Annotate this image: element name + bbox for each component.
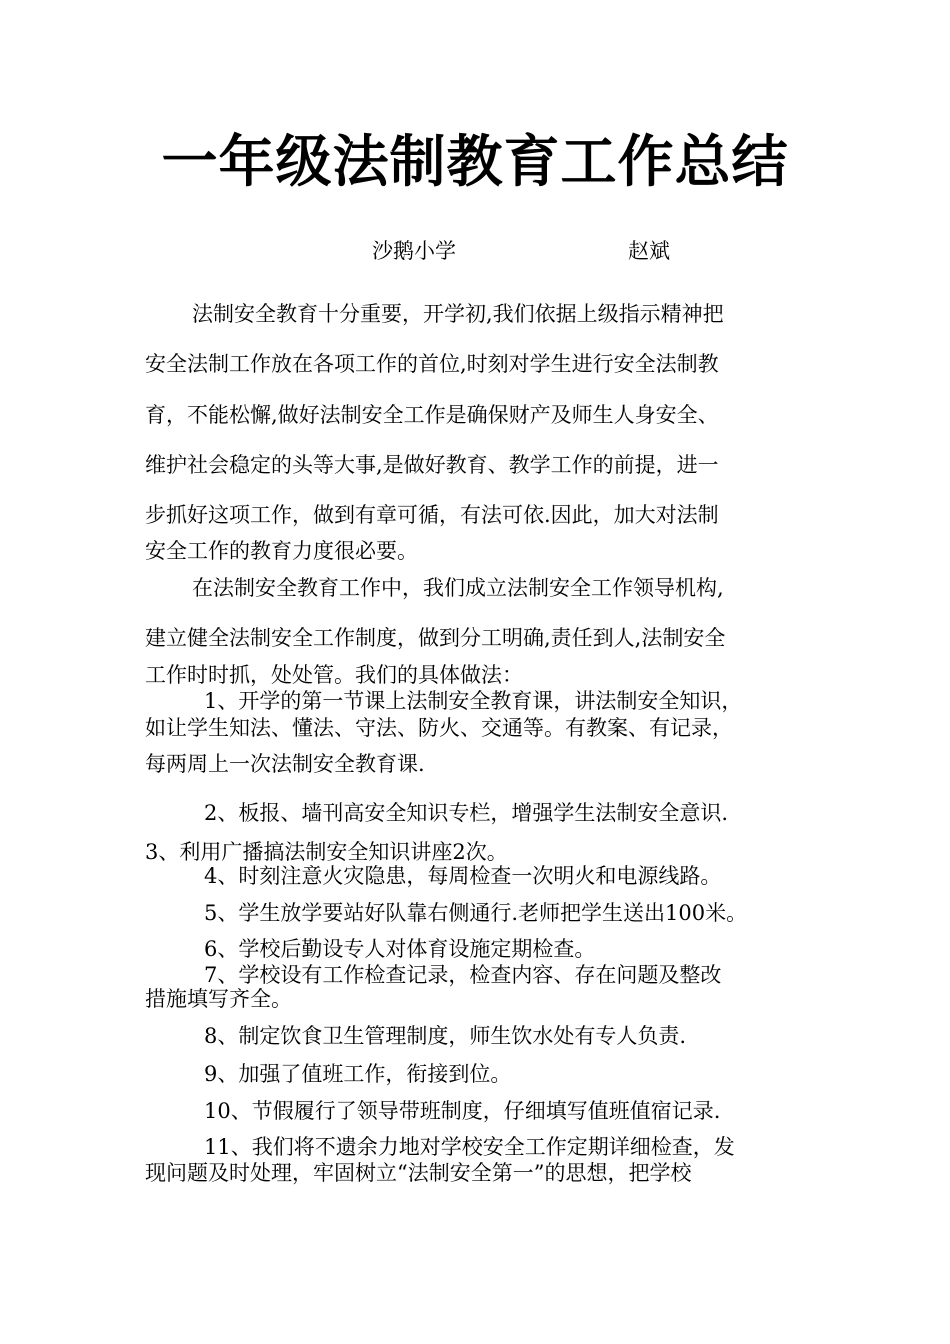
list-item-line: 1、开学的第一节课上法制安全教育课，讲法制安全知识， bbox=[204, 689, 743, 713]
paragraph-line: 在法制安全教育工作中，我们成立法制安全工作领导机构, bbox=[192, 576, 724, 600]
byline-school: 沙鹅小学 bbox=[372, 239, 456, 263]
list-item-line: 5、学生放学要站好队靠右侧通行.老师把学生送出100米。 bbox=[204, 901, 748, 925]
list-item-line: 如让学生知法、懂法、守法、防火、交通等。有教案、有记录， bbox=[145, 716, 733, 740]
list-item-line: 10、节假履行了领导带班制度，仔细填写值班值宿记录. bbox=[204, 1099, 721, 1123]
paragraph-line: 工作时时抓，处处管。我们的具体做法： bbox=[145, 663, 523, 687]
list-item-line: 2、板报、墙刊高安全知识专栏，增强学生法制安全意识. bbox=[204, 801, 729, 825]
document-title: 一年级法制教育工作总结 bbox=[161, 130, 789, 195]
list-item-line: 措施填写齐全。 bbox=[145, 987, 292, 1011]
list-item-line: 6、学校后勤设专人对体育设施定期检查。 bbox=[204, 937, 596, 961]
list-item-line: 3、利用广播搞法制安全知识讲座2次。 bbox=[145, 840, 508, 864]
paragraph-line: 建立健全法制安全工作制度，做到分工明确,责任到人,法制安全 bbox=[145, 626, 726, 650]
byline-author: 赵斌 bbox=[628, 239, 670, 263]
list-item-line: 11、我们将不遗余力地对学校安全工作定期详细检查，发 bbox=[204, 1135, 735, 1159]
paragraph-line: 法制安全教育十分重要，开学初,我们依据上级指示精神把 bbox=[192, 302, 724, 326]
paragraph-line: 维护社会稳定的头等大事,是做好教育、教学工作的前提，进一 bbox=[145, 453, 719, 477]
list-item-line: 9、加强了值班工作，衔接到位。 bbox=[204, 1062, 512, 1086]
list-item-line: 每两周上一次法制安全教育课. bbox=[145, 752, 425, 776]
list-item-line: 4、时刻注意火灾隐患，每周检查一次明火和电源线路。 bbox=[204, 864, 722, 888]
paragraph-line: 安全法制工作放在各项工作的首位,时刻对学生进行安全法制教 bbox=[145, 352, 719, 376]
list-item-line: 7、学校设有工作检查记录，检查内容、存在问题及整改 bbox=[204, 963, 722, 987]
list-item-line: 现问题及时处理，牢固树立“法制安全第一”的思想，把学校 bbox=[145, 1161, 692, 1185]
list-item-line: 8、制定饮食卫生管理制度，师生饮水处有专人负责. bbox=[204, 1024, 687, 1048]
paragraph-line: 安全工作的教育力度很必要。 bbox=[145, 539, 418, 563]
paragraph-line: 步抓好这项工作，做到有章可循，有法可依.因此，加大对法制 bbox=[145, 503, 719, 527]
paragraph-line: 育，不能松懈,做好法制安全工作是确保财产及师生人身安全、 bbox=[145, 403, 719, 427]
